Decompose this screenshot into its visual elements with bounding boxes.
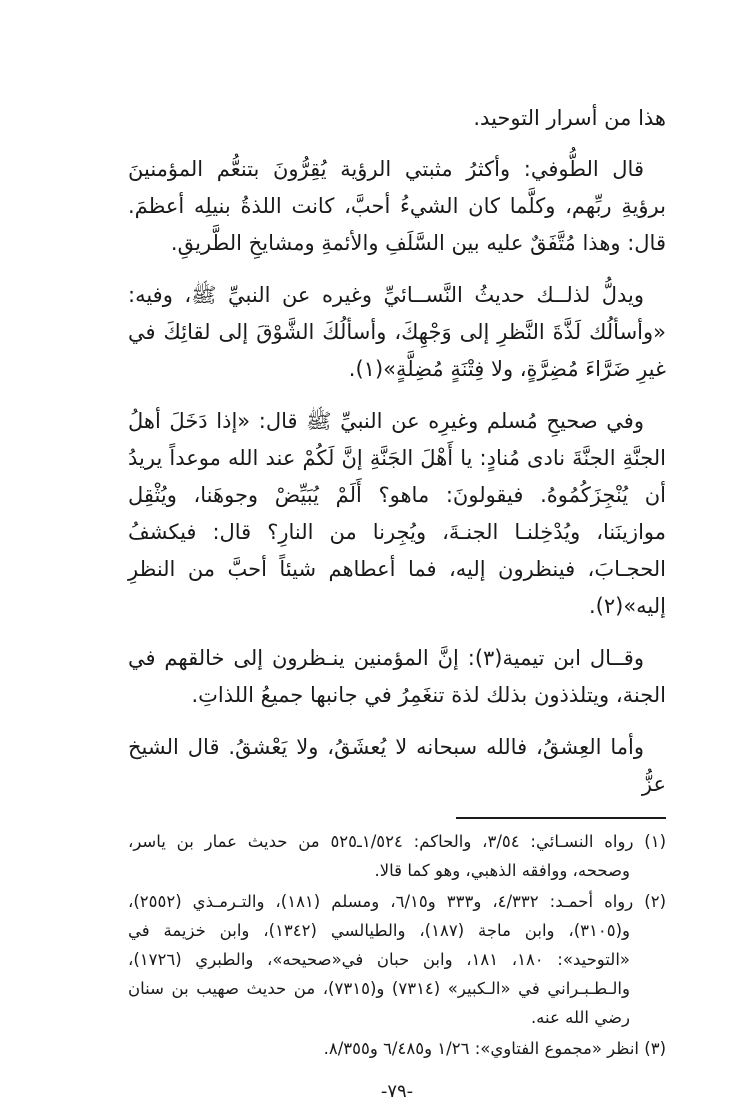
footnote-2: (٢) رواه أحمـد: ٤/٣٣٢، و٣٣٣ و٦/١٥، ومسلم (١٨١)، والتـرمـذي (٢٥٥٢)، و(٣١٠٥)، وابن ماجة (١٨٧)، والطيالسي (١٣٤٢)، وابن خزيمة في «التوحيد»: ١٨٠، ١٨١، وابن حبان في«صحيحه»، والطبري (١٧٢٦)، والـطـبـراني في «الـكبير» (٧٣١٤) و(٧٣١٥)، من حديث صهيب بن سنان رضي الله عنه. [128,892,667,1027]
body-paragraph-5: وقــال ابن تيمية(٣): إنَّ المؤمنين ينـظرون إلى خالقهم في الجنة، ويتلذذون بذلك لذة تنغَمِرُ في جانبها جميعُ اللذاتِ. [128,646,666,707]
body-paragraph-4: وفي صحيحِ مُسلم وغيرِه عن النبيِّ ﷺ قال: «إذا دَخَلَ أهلُ الجنَّةِ الجنَّةَ نادى مُنادٍ: يا أَهْلَ الجَنَّةِ إنَّ لَكُمْ عند الله موعداً يريدُ أن يُنْجِزَكُمُوهُ. فيقولونَ: ماهو؟ أَلَمْ يُبَيِّضْ وجوهَنا، ويُثْقِل موازينَنا، ويُدْخِلنـا الجنـةَ، ويُجِرنا من النارِ؟ قال: فيكشفُ الحجـابَ، فينظرون إليه، فما أعطاهم شيئاً أحبَّ من النظرِ إليه»(٢). [128,409,666,618]
body-paragraph-1: هذا من أسرار التوحيد. [473,106,666,130]
page-number: -٧٩- [380,1081,414,1102]
body-paragraph-2: قال الطُّوفي: وأكثرُ مثبتي الرؤية يُقِرُّونَ بتنعُّم المؤمنينَ برؤيةِ ربِّهم، وكلَّما كان الشيءُ أحبَّ، كانت اللذةُ بنيلِه أعظمَ. قال: وهذا مُتَّفَقٌ عليه بين السَّلَفِ والأئمةِ ومشايخِ الطَّريقِ. [128,157,666,255]
body-paragraph-6: وأما العِشقُ، فالله سبحانه لا يُعشَقُ، ولا يَعْشقُ. قال الشيخ عزُّ [128,735,666,796]
footnote-divider [456,817,666,819]
footnote-3: (٣) انظر «مجموع الفتاوي»: ١/٢٦ و٦/٤٨٥ و٨/٣٥٥. [323,1039,666,1058]
body-paragraph-3: ويدلُّ لذلــك حديثُ النَّســائيِّ وغيره عن النبيِّ ﷺ، وفيه: «وأسألُك لَذَّةَ النَّظرِ إلى وَجْهِكَ، وأسألُكَ الشَّوْقَ إلى لقائِكَ في غيرِ ضَرَّاءَ مُضِرَّةٍ، ولا فِتْنَةٍ مُضِلَّةٍ»(١). [128,283,666,381]
footnote-1: (١) رواه النسـائي: ٣/٥٤، والحاكم: ١/٥٢٤ـ٥٢٥ من حديث عمار بن ياسر، وصححه، ووافقه الذهبي، وهو كما قالا. [128,832,666,880]
book-page [128,100,667,1102]
